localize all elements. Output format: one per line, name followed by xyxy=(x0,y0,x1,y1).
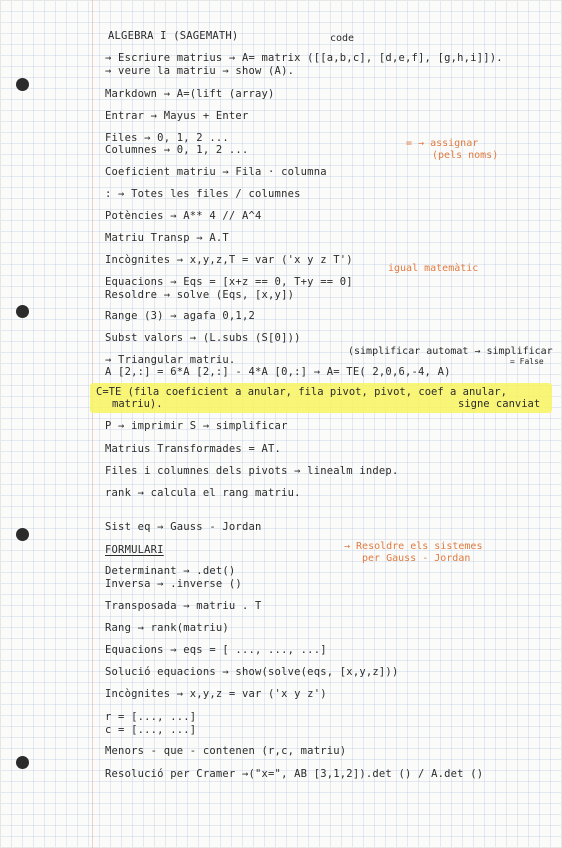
formula-line: c = [..., ...] xyxy=(105,724,197,736)
page-title: ALGEBRA I (SAGEMATH) xyxy=(108,30,239,42)
formula-line: Solució equacions → show(solve(eqs, [x,y,z])) xyxy=(105,666,399,678)
false-note: = False xyxy=(510,357,544,366)
note-line: Matriu Transp → A.T xyxy=(105,232,229,244)
note-line: Coeficient matriu → Fila · columna xyxy=(105,166,327,178)
note-line: Entrar → Mayus + Enter xyxy=(105,110,249,122)
note-line: → Triangular matriu. xyxy=(105,354,236,366)
note-line: Files → 0, 1, 2 ... xyxy=(105,132,229,144)
note-line: Matrius Transformades = AT. xyxy=(105,443,282,455)
note-line: Incògnites → x,y,z,T = var ('x y z T') xyxy=(105,254,353,266)
note-line: Range (3) → agafa 0,1,2 xyxy=(105,310,255,322)
note-line: P → imprimir S → simplificar xyxy=(105,420,288,432)
note-line: : → Totes les files / columnes xyxy=(105,188,301,200)
formula-line: Resolució per Cramer →("x=", AB [3,1,2]).det () / A.det () xyxy=(105,768,484,780)
highlighted-line: C=TE (fila coeficient a anular, fila pivot, pivot, coef a anular, xyxy=(96,386,507,398)
note-line: → Escriure matrius → A= matrix ([[a,b,c], [d,e,f], [g,h,i]]). xyxy=(105,52,503,64)
formulari-heading: FORMULARI xyxy=(105,544,164,556)
gauss-line: Sist eq → Gauss - Jordan xyxy=(105,521,262,533)
note-line: Resoldre → solve (Eqs, [x,y]) xyxy=(105,289,295,301)
note-line: A [2,:] = 6*A [2,:] - 4*A [0,:] → A= TE( 2,0,6,-4, A) xyxy=(105,366,451,378)
formula-line: Inversa → .inverse () xyxy=(105,578,242,590)
assign-note: = → assignar xyxy=(406,138,479,149)
formula-line: Incògnites → x,y,z = var ('x y z') xyxy=(105,688,327,700)
note-line: Markdown → A=(lift (array) xyxy=(105,88,275,100)
formula-line: r = [..., ...] xyxy=(105,711,197,723)
note-line: Files i columnes dels pivots → linealm indep. xyxy=(105,465,399,477)
note-line: Subst valors → (L.subs (S[0])) xyxy=(105,332,301,344)
code-annotation: code xyxy=(330,33,355,44)
assign-note-sub: (pels noms) xyxy=(432,150,499,161)
note-line: → veure la matriu → show (A). xyxy=(105,65,295,77)
simplify-note: (simplificar automat → simplificar xyxy=(348,346,553,357)
gauss-note: → Resoldre els sistemes xyxy=(344,541,483,552)
highlight-note: signe canviat xyxy=(458,398,541,410)
binder-hole xyxy=(16,305,29,318)
binder-hole xyxy=(16,756,29,769)
formula-line: Transposada → matriu . T xyxy=(105,600,262,612)
formula-line: Determinant → .det() xyxy=(105,565,236,577)
gauss-note: per Gauss - Jordan xyxy=(362,553,471,564)
highlighted-line: matriu). xyxy=(112,398,163,410)
formula-line: Equacions → eqs = [ ..., ..., ...] xyxy=(105,644,327,656)
formula-line: Rang → rank(matriu) xyxy=(105,622,229,634)
equal-math-note: igual matemàtic xyxy=(388,263,479,274)
binder-hole xyxy=(16,528,29,541)
binder-hole xyxy=(16,78,29,91)
formula-line: Menors - que - contenen (r,c, matriu) xyxy=(105,745,347,757)
margin-line xyxy=(92,0,93,848)
note-line: Potències → A** 4 // A^4 xyxy=(105,210,262,222)
note-line: Columnes → 0, 1, 2 ... xyxy=(105,144,249,156)
note-line: Equacions → Eqs = [x+z == 0, T+y == 0] xyxy=(105,276,353,288)
note-line: rank → calcula el rang matriu. xyxy=(105,487,301,499)
